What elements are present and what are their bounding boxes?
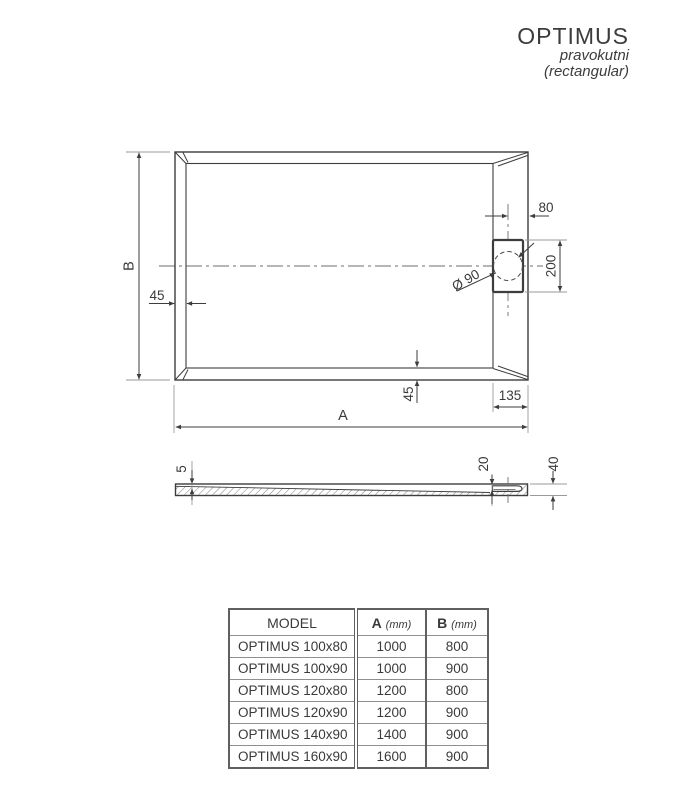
doc-subtitle-croatian: pravokutni [559, 47, 629, 64]
dim-a-cell: 1200 [356, 702, 426, 724]
dim-label-drain-cover-200: 200 [543, 254, 559, 278]
dim-label-shelf-135: 135 [498, 388, 522, 403]
dim-label-rim-left-45: 45 [149, 288, 165, 303]
dim-b-cell: 900 [426, 724, 488, 746]
model-name-cell: OPTIMUS 100x90 [229, 658, 356, 680]
table-row [229, 680, 488, 702]
col-header-a-letter: A [371, 614, 382, 631]
dim-label-drain-offset-80: 80 [538, 200, 554, 215]
col-header-b-letter: B [437, 614, 448, 631]
col-header-model [229, 609, 356, 636]
table-row [229, 724, 488, 746]
doc-subtitle-english: (rectangular) [543, 63, 629, 80]
col-header-b [426, 609, 488, 636]
col-header-model-label: MODEL [267, 614, 317, 631]
dim-label-rim-bottom-45: 45 [401, 386, 416, 402]
dim-label-thickness-5: 5 [174, 465, 189, 473]
model-name-cell: OPTIMUS 160x90 [229, 746, 356, 769]
dim-a-cell: 1600 [356, 746, 426, 769]
dim-b-cell: 900 [426, 658, 488, 680]
table-row [229, 746, 488, 769]
model-name-cell: OPTIMUS 120x90 [229, 702, 356, 724]
dim-b-cell: 800 [426, 680, 488, 702]
table-header-row [229, 609, 488, 636]
dim-b-cell: 900 [426, 746, 488, 769]
table-row [229, 636, 488, 658]
centerlines [159, 204, 543, 316]
col-header-b-unit: (mm) [451, 618, 477, 631]
dim-a-cell: 1200 [356, 680, 426, 702]
dim-b-cell: 900 [426, 702, 488, 724]
dim-label-height-40: 40 [546, 456, 561, 472]
dim-label-A: A [338, 408, 348, 424]
section-hatch-main [176, 487, 490, 495]
dim-a-cell: 1000 [356, 658, 426, 680]
col-header-a [356, 609, 426, 636]
top-view-drawing [122, 152, 568, 433]
side-view-drawing [174, 456, 567, 510]
doc-title: OPTIMUS [517, 23, 629, 49]
table-row [229, 658, 488, 680]
dim-a-cell: 1400 [356, 724, 426, 746]
dim-label-drain-diameter-90: Ø 90 [449, 266, 483, 294]
dim-label-B: B [121, 261, 138, 271]
dim-a-cell: 1000 [356, 636, 426, 658]
table-row [229, 702, 488, 724]
drain-recess-profile [493, 486, 523, 492]
dim-label-recess-20: 20 [476, 456, 491, 472]
col-header-a-unit: (mm) [385, 618, 412, 631]
dim-b-cell: 800 [426, 636, 488, 658]
spec-table [228, 608, 489, 769]
model-name-cell: OPTIMUS 100x80 [229, 636, 356, 658]
model-name-cell: OPTIMUS 120x80 [229, 680, 356, 702]
drain-cover [493, 240, 523, 292]
model-name-cell: OPTIMUS 140x90 [229, 724, 356, 746]
